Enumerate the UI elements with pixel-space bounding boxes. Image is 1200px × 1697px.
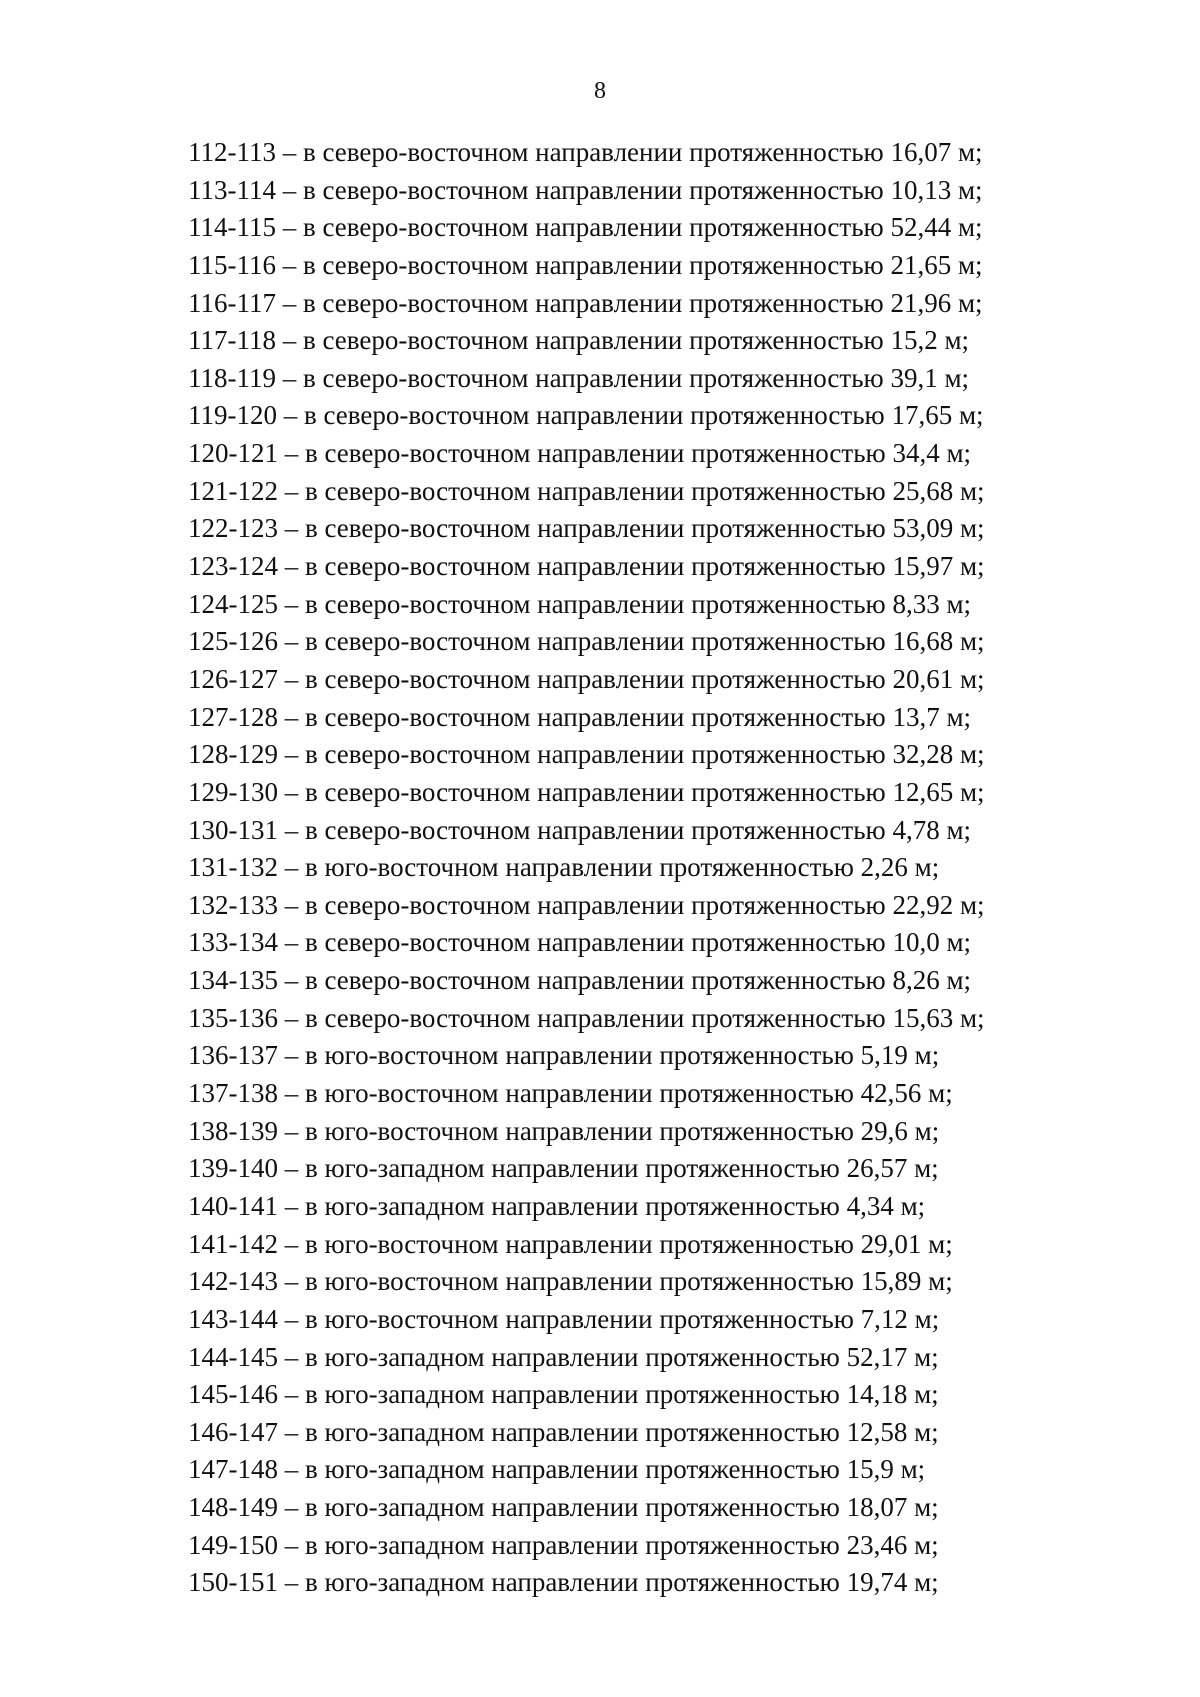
- segment-line: 140-141 – в юго-западном направлении протяженностью 4,34 м;: [188, 1190, 926, 1221]
- segment-line: 116-117 – в северо-восточном направлении протяженностью 21,96 м;: [188, 287, 983, 318]
- segment-line: 112-113 – в северо-восточном направлении протяженностью 16,07 м;: [188, 137, 983, 167]
- segment-line: 119-120 – в северо-восточном направлении протяженностью 17,65 м;: [188, 400, 984, 431]
- segment-line: 128-129 – в северо-восточном направлении протяженностью 32,28 м;: [188, 739, 985, 770]
- segment-line: 123-124 – в северо-восточном направлении протяженностью 15,97 м;: [188, 551, 985, 582]
- segment-line: 141-142 – в юго-восточном направлении протяженностью 29,01 м;: [188, 1228, 953, 1259]
- segment-line: 131-132 – в юго-восточном направлении протяженностью 2,26 м;: [188, 852, 940, 883]
- segment-line: 147-148 – в юго-западном направлении протяженностью 15,9 м;: [188, 1454, 926, 1485]
- segment-line: 114-115 – в северо-восточном направлении протяженностью 52,44 м;: [188, 212, 983, 243]
- segment-line: 134-135 – в северо-восточном направлении протяженностью 8,26 м;: [188, 965, 972, 996]
- segment-line: 142-143 – в юго-восточном направлении протяженностью 15,89 м;: [188, 1266, 953, 1297]
- segment-line: 124-125 – в северо-восточном направлении протяженностью 8,33 м;: [188, 588, 972, 619]
- segment-line: 126-127 – в северо-восточном направлении протяженностью 20,61 м;: [188, 663, 985, 694]
- segment-line: 138-139 – в юго-восточном направлении протяженностью 29,6 м;: [188, 1115, 940, 1146]
- segment-line: 115-116 – в северо-восточном направлении протяженностью 21,65 м;: [188, 249, 983, 280]
- segment-line: 120-121 – в северо-восточном направлении протяженностью 34,4 м;: [188, 438, 972, 469]
- segment-line: 118-119 – в северо-восточном направлении протяженностью 39,1 м;: [188, 362, 970, 393]
- segment-line: 117-118 – в северо-восточном направлении протяженностью 15,2 м;: [188, 325, 970, 356]
- segment-line: 133-134 – в северо-восточном направлении протяженностью 10,0 м;: [188, 927, 972, 958]
- page-number: 8: [594, 78, 606, 104]
- segment-line: 139-140 – в юго-западном направлении протяженностью 26,57 м;: [188, 1153, 939, 1184]
- segment-line: 149-150 – в юго-западном направлении протяженностью 23,46 м;: [188, 1529, 939, 1560]
- segment-line: 129-130 – в северо-восточном направлении протяженностью 12,65 м;: [188, 776, 985, 807]
- segment-line: 122-123 – в северо-восточном направлении протяженностью 53,09 м;: [188, 513, 985, 544]
- boundary-segment-list: [188, 134, 1148, 1602]
- segment-line: 137-138 – в юго-восточном направлении протяженностью 42,56 м;: [188, 1078, 953, 1109]
- segment-line: 130-131 – в северо-восточном направлении протяженностью 4,78 м;: [188, 814, 972, 845]
- segment-line: 145-146 – в юго-западном направлении протяженностью 14,18 м;: [188, 1379, 939, 1410]
- segment-line: 113-114 – в северо-восточном направлении протяженностью 10,13 м;: [188, 174, 983, 205]
- segment-line: 136-137 – в юго-восточном направлении протяженностью 5,19 м;: [188, 1040, 940, 1071]
- segment-line: 148-149 – в юго-западном направлении протяженностью 18,07 м;: [188, 1492, 939, 1523]
- segment-line: 132-133 – в северо-восточном направлении протяженностью 22,92 м;: [188, 889, 985, 920]
- segment-line: 135-136 – в северо-восточном направлении протяженностью 15,63 м;: [188, 1002, 985, 1033]
- segment-line: 150-151 – в юго-западном направлении протяженностью 19,74 м;: [188, 1567, 939, 1598]
- segment-line: 144-145 – в юго-западном направлении протяженностью 52,17 м;: [188, 1341, 939, 1372]
- segment-line: 143-144 – в юго-восточном направлении протяженностью 7,12 м;: [188, 1303, 940, 1334]
- segment-line: 146-147 – в юго-западном направлении протяженностью 12,58 м;: [188, 1416, 939, 1447]
- segment-line: 125-126 – в северо-восточном направлении протяженностью 16,68 м;: [188, 626, 985, 657]
- segment-line: 121-122 – в северо-восточном направлении протяженностью 25,68 м;: [188, 475, 985, 506]
- segment-line: 127-128 – в северо-восточном направлении протяженностью 13,7 м;: [188, 701, 972, 732]
